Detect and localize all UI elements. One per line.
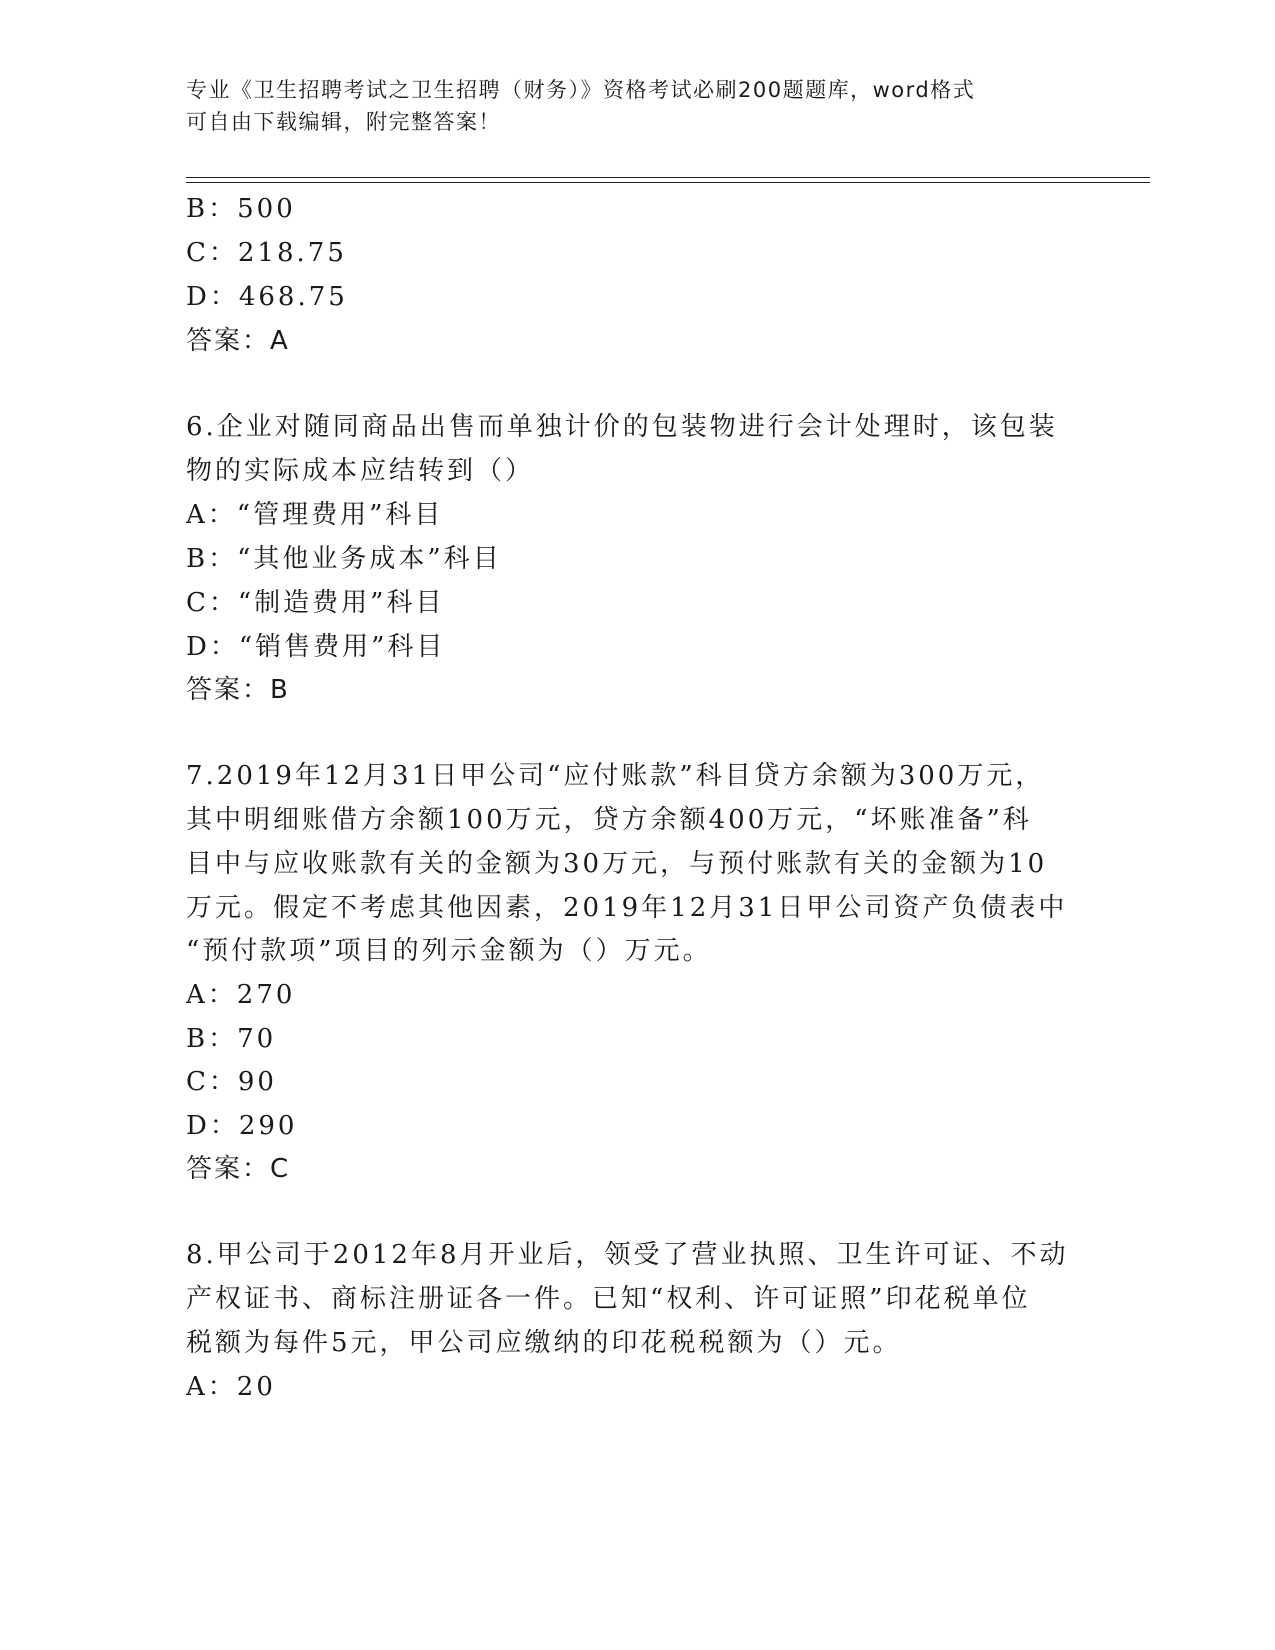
q7-stem-line-2: 其中明细账借方余额100万元，贷方余额400万元，“坏账准备”科 bbox=[186, 805, 1032, 835]
q5-option-d: D：468.75 bbox=[186, 282, 348, 312]
q5-option-c: C：218.75 bbox=[186, 238, 347, 268]
q7-option-a: A：270 bbox=[186, 980, 296, 1010]
q8-stem-line-3: 税额为每件5元，甲公司应缴纳的印花税税额为（）元。 bbox=[186, 1328, 902, 1358]
q6-stem-line-1: 6.企业对随同商品出售而单独计价的包装物进行会计处理时，该包装 bbox=[186, 412, 1058, 442]
q7-option-b: B：70 bbox=[186, 1024, 277, 1054]
q8-stem-line-1: 8.甲公司于2012年8月开业后，领受了营业执照、卫生许可证、不动 bbox=[186, 1240, 1069, 1270]
q7-answer: 答案：C bbox=[186, 1154, 291, 1184]
q8-option-a: A：20 bbox=[186, 1372, 276, 1402]
q7-stem-line-4: 万元。假定不考虑其他因素，2019年12月31日甲公司资产负债表中 bbox=[186, 893, 1068, 923]
q6-stem-line-2: 物的实际成本应结转到（） bbox=[186, 456, 535, 486]
q7-option-d: D：290 bbox=[186, 1111, 298, 1141]
q6-option-b: B：“其他业务成本”科目 bbox=[186, 544, 502, 574]
q6-option-d: D：“销售费用”科目 bbox=[186, 632, 446, 662]
q8-stem-line-2: 产权证书、商标注册证各一件。已知“权利、许可证照”印花税单位 bbox=[186, 1284, 1031, 1314]
header-rule-top bbox=[186, 177, 1150, 178]
header-title-line-1: 专业《卫生招聘考试之卫生招聘（财务）》资格考试必刷200题题库，word格式 bbox=[186, 78, 976, 102]
q5-answer: 答案：A bbox=[186, 326, 290, 356]
q5-option-b: B：500 bbox=[186, 194, 296, 224]
document-header bbox=[186, 74, 1066, 138]
q7-stem-line-5: “预付款项”项目的列示金额为（）万元。 bbox=[186, 936, 712, 966]
q6-option-c: C：“制造费用”科目 bbox=[186, 588, 445, 618]
header-title-line-2: 可自由下载编辑，附完整答案！ bbox=[186, 110, 501, 134]
q7-option-c: C：90 bbox=[186, 1067, 277, 1097]
header-rule-bottom bbox=[186, 182, 1150, 183]
q6-option-a: A：“管理费用”科目 bbox=[186, 500, 444, 530]
q7-stem-line-1: 7.2019年12月31日甲公司“应付账款”科目贷方余额为300万元， bbox=[186, 761, 1045, 791]
q6-answer: 答案：B bbox=[186, 675, 290, 705]
q7-stem-line-3: 目中与应收账款有关的金额为30万元，与预付账款有关的金额为10 bbox=[186, 849, 1048, 879]
